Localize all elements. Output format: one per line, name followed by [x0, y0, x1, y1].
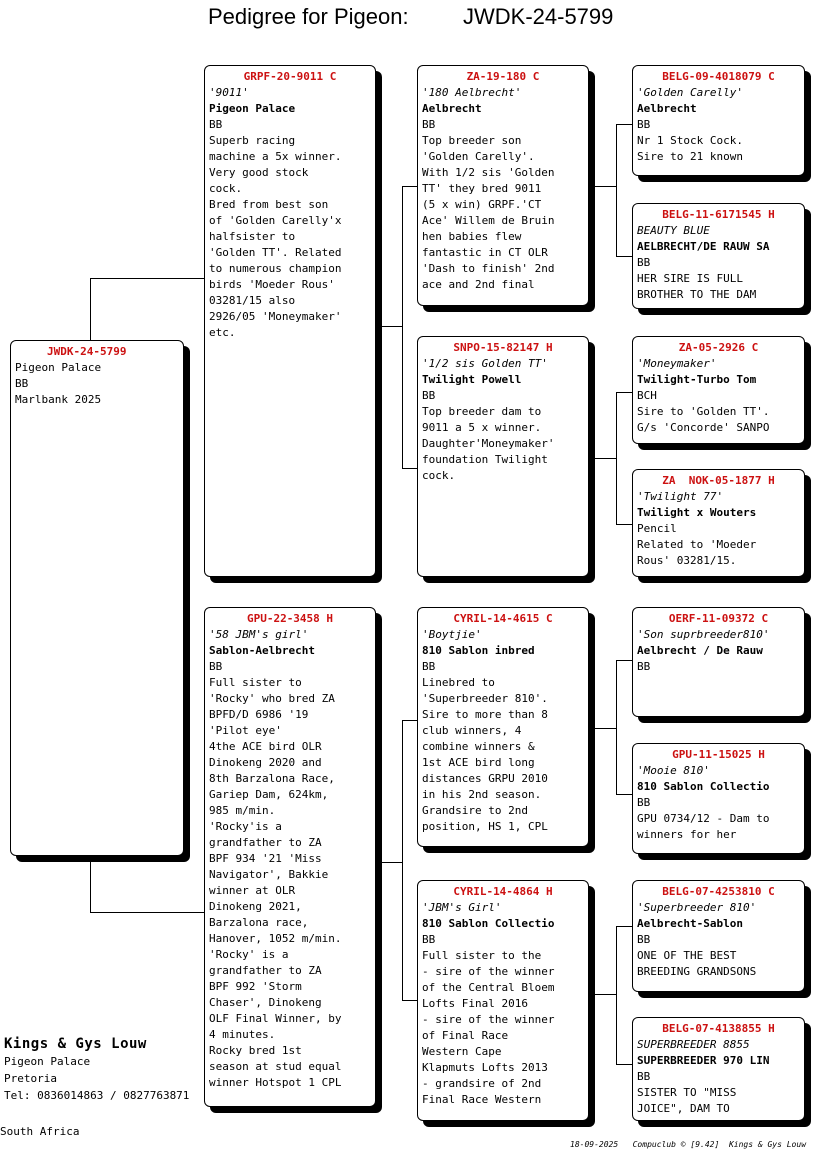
- dd-sire-line: BREEDING GRANDSONS: [637, 965, 757, 978]
- sire-sire-card: [417, 65, 589, 306]
- sd-dam-ring-number: ZA NOK-05-1877 H: [662, 474, 775, 487]
- dam-sire-name: 'Boytjie': [422, 628, 482, 641]
- dam-dam-line: - sire of the winner: [422, 1013, 555, 1026]
- dam-dam-name: 'JBM's Girl': [422, 901, 502, 914]
- dam-dam-line: - sire of the winner: [422, 965, 555, 978]
- sire-line: 'Golden TT'. Related: [209, 246, 342, 259]
- dam-line: Dinokeng 2021,: [209, 900, 302, 913]
- dam-line: Navigator', Bakkie: [209, 868, 329, 881]
- connector: [90, 912, 204, 913]
- sire-sire-ring-number: ZA-19-180 C: [466, 70, 540, 83]
- subject-card: [10, 340, 184, 856]
- dam-dam-line: Full sister to the: [422, 949, 542, 962]
- dd-dam-line: JOICE", DAM TO: [637, 1102, 730, 1115]
- ds-sire-card: [632, 607, 805, 717]
- title-label: Pedigree for Pigeon:: [208, 4, 409, 29]
- dam-sire-line: position, HS 1, CPL: [422, 820, 548, 833]
- connector: [616, 926, 632, 927]
- connector: [382, 326, 402, 327]
- ss-sire-line: Nr 1 Stock Cock.: [637, 134, 743, 147]
- connector: [594, 458, 616, 459]
- sd-dam-owner: Twilight x Wouters: [637, 506, 757, 519]
- sire-sire-line: TT' they bred 9011: [422, 182, 542, 195]
- dam-sire-line: in his 2nd season.: [422, 788, 542, 801]
- sire-sire-line: fantastic in CT OLR: [422, 246, 548, 259]
- breeder-loft: Pigeon Palace: [4, 1055, 91, 1068]
- dam-sire-line: Grandsire to 2nd: [422, 804, 528, 817]
- dam-sire-line: club winners, 4: [422, 724, 522, 737]
- dd-dam-ring-number: BELG-07-4138855 H: [662, 1022, 775, 1035]
- connector: [616, 124, 617, 256]
- ds-sire-line: BB: [637, 660, 651, 673]
- sire-line: BB: [209, 118, 223, 131]
- ds-dam-line: winners for her: [637, 828, 737, 841]
- sire-line: to numerous champion: [209, 262, 342, 275]
- dd-sire-ring-number: BELG-07-4253810 C: [662, 885, 775, 898]
- connector: [616, 124, 632, 125]
- sd-sire-name: 'Moneymaker': [637, 357, 717, 370]
- connector: [402, 720, 403, 1000]
- dam-dam-line: - grandsire of 2nd: [422, 1077, 542, 1090]
- dam-line: OLF Final Winner, by: [209, 1012, 342, 1025]
- dam-line: 4the ACE bird OLR: [209, 740, 322, 753]
- dam-sire-ring-number: CYRIL-14-4615 C: [453, 612, 553, 625]
- sire-sire-line: (5 x win) GRPF.'CT: [422, 198, 542, 211]
- dd-sire-line: BB: [637, 933, 651, 946]
- subject-colour: BB: [15, 377, 29, 390]
- dam-line: 8th Barzalona Race,: [209, 772, 335, 785]
- sire-sire-line: BB: [422, 118, 436, 131]
- sire-dam-line: Daughter'Moneymaker': [422, 437, 555, 450]
- ss-sire-name: 'Golden Carelly': [637, 86, 743, 99]
- connector: [402, 186, 417, 187]
- dam-line: 'Pilot eye': [209, 724, 282, 737]
- ss-dam-card: [632, 203, 805, 309]
- dd-dam-card: [632, 1017, 805, 1121]
- sd-sire-line: G/s 'Concorde' SANPO: [637, 421, 770, 434]
- sire-sire-owner: Aelbrecht: [422, 102, 482, 115]
- sire-dam-name: '1/2 sis Golden TT': [422, 357, 548, 370]
- ss-dam-line: BROTHER TO THE DAM: [637, 288, 757, 301]
- dam-line: winner at OLR: [209, 884, 296, 897]
- connector: [402, 468, 417, 469]
- dam-sire-line: distances GRPU 2010: [422, 772, 548, 785]
- dam-sire-card: [417, 607, 589, 847]
- ds-dam-line: BB: [637, 796, 651, 809]
- subject-ring-number: JWDK-24-5799: [47, 345, 127, 358]
- dd-dam-line: SISTER TO "MISS: [637, 1086, 737, 1099]
- connector: [616, 660, 632, 661]
- sire-line: halfsister to: [209, 230, 296, 243]
- dd-sire-owner: Aelbrecht-Sablon: [637, 917, 743, 930]
- dam-ring-number: GPU-22-3458 H: [246, 612, 334, 625]
- sd-sire-owner: Twilight-Turbo Tom: [637, 373, 757, 386]
- dam-line: 'Rocky' is a: [209, 948, 289, 961]
- dam-sire-line: BB: [422, 660, 436, 673]
- dam-dam-owner: 810 Sablon Collectio: [422, 917, 555, 930]
- dam-line: BB: [209, 660, 223, 673]
- connector: [616, 392, 617, 524]
- dam-line: Gariep Dam, 624km,: [209, 788, 329, 801]
- sire-line: etc.: [209, 326, 236, 339]
- connector: [616, 524, 632, 525]
- ds-dam-card: [632, 743, 805, 854]
- connector: [616, 256, 632, 257]
- connector: [90, 278, 204, 279]
- connector: [616, 1064, 632, 1065]
- dam-dam-line: of Final Race: [422, 1029, 509, 1042]
- sd-dam-card: [632, 469, 805, 577]
- dam-dam-line: BB: [422, 933, 436, 946]
- connector: [594, 728, 616, 729]
- dam-line: Rocky bred 1st: [209, 1044, 302, 1057]
- sire-dam-line: Top breeder dam to: [422, 405, 542, 418]
- dam-sire-line: Linebred to: [422, 676, 495, 689]
- print-credits: 18-09-2025 Compuclub © [9.42] Kings & Gys Louw: [570, 1140, 807, 1149]
- dam-line: BPFD/D 6986 '19: [209, 708, 309, 721]
- ss-sire-owner: Aelbrecht: [637, 102, 697, 115]
- ss-dam-ring-number: BELG-11-6171545 H: [662, 208, 775, 221]
- sire-line: 2926/05 'Moneymaker': [209, 310, 342, 323]
- sire-dam-line: BB: [422, 389, 436, 402]
- sire-ring-number: GRPF-20-9011 C: [243, 70, 337, 83]
- ss-dam-line: BB: [637, 256, 651, 269]
- breeder-name: Kings & Gys Louw: [4, 1036, 147, 1052]
- sire-line: 03281/15 also: [209, 294, 296, 307]
- sire-name: '9011': [209, 86, 249, 99]
- ds-dam-line: GPU 0734/12 - Dam to: [637, 812, 770, 825]
- sd-dam-line: Pencil: [637, 522, 677, 535]
- sire-dam-line: foundation Twilight: [422, 453, 548, 466]
- dam-line: BPF 992 'Storm: [209, 980, 302, 993]
- sire-sire-line: With 1/2 sis 'Golden: [422, 166, 555, 179]
- sire-sire-name: '180 Aelbrecht': [422, 86, 522, 99]
- sd-sire-line: Sire to 'Golden TT'.: [637, 405, 770, 418]
- ds-sire-owner: Aelbrecht / De Rauw: [637, 644, 763, 657]
- dd-dam-owner: SUPERBREEDER 970 LIN: [637, 1054, 770, 1067]
- ss-sire-ring-number: BELG-09-4018079 C: [662, 70, 775, 83]
- dam-card: [204, 607, 376, 1107]
- breeder-country: South Africa: [0, 1125, 80, 1138]
- dd-sire-line: ONE OF THE BEST: [637, 949, 737, 962]
- sd-dam-name: 'Twilight 77': [637, 490, 724, 503]
- ss-sire-line: BB: [637, 118, 651, 131]
- connector: [594, 994, 616, 995]
- connector: [616, 392, 632, 393]
- dam-line: 4 minutes.: [209, 1028, 276, 1041]
- sire-sire-line: 'Dash to finish' 2nd: [422, 262, 555, 275]
- ss-dam-owner: AELBRECHT/DE RAUW SA: [637, 240, 770, 253]
- ss-dam-line: HER SIRE IS FULL: [637, 272, 743, 285]
- sire-line: of 'Golden Carelly'x: [209, 214, 342, 227]
- sd-sire-card: [632, 336, 805, 444]
- ss-sire-card: [632, 65, 805, 176]
- dam-line: season at stud equal: [209, 1060, 342, 1073]
- sire-dam-ring-number: SNPO-15-82147 H: [453, 341, 553, 354]
- breeder-info: [4, 1036, 189, 1104]
- dam-line: Barzalona race,: [209, 916, 309, 929]
- sire-dam-owner: Twilight Powell: [422, 373, 522, 386]
- dam-line: 'Rocky' who bred ZA: [209, 692, 335, 705]
- sire-dam-card: [417, 336, 589, 577]
- connector: [616, 794, 632, 795]
- dd-dam-name: SUPERBREEDER 8855: [637, 1038, 750, 1051]
- dam-line: grandfather to ZA: [209, 964, 322, 977]
- sd-dam-line: Rous' 03281/15.: [637, 554, 737, 567]
- connector: [90, 278, 91, 340]
- dam-line: BPF 934 '21 'Miss: [209, 852, 322, 865]
- sire-line: machine a 5x winner.: [209, 150, 342, 163]
- dam-dam-line: Klapmuts Lofts 2013: [422, 1061, 548, 1074]
- sire-dam-line: cock.: [422, 469, 456, 482]
- dd-sire-card: [632, 880, 805, 992]
- dam-dam-line: of the Central Bloem: [422, 981, 555, 994]
- ss-dam-name: BEAUTY BLUE: [637, 224, 710, 237]
- connector: [402, 186, 403, 468]
- dam-dam-line: Final Race Western: [422, 1093, 542, 1106]
- connector: [594, 186, 616, 187]
- sire-line: birds 'Moeder Rous': [209, 278, 335, 291]
- sire-dam-line: 9011 a 5 x winner.: [422, 421, 542, 434]
- dam-sire-line: Sire to more than 8: [422, 708, 548, 721]
- dam-dam-ring-number: CYRIL-14-4864 H: [453, 885, 553, 898]
- ds-dam-owner: 810 Sablon Collectio: [637, 780, 770, 793]
- dd-dam-line: BB: [637, 1070, 651, 1083]
- dam-dam-card: [417, 880, 589, 1121]
- connector: [402, 1000, 417, 1001]
- dam-sire-line: combine winners &: [422, 740, 535, 753]
- sd-dam-line: Related to 'Moeder: [637, 538, 757, 551]
- connector: [616, 660, 617, 794]
- sire-sire-line: Top breeder son: [422, 134, 522, 147]
- dam-line: grandfather to ZA: [209, 836, 322, 849]
- dd-sire-name: 'Superbreeder 810': [637, 901, 757, 914]
- dam-line: Full sister to: [209, 676, 302, 689]
- dam-line: 'Rocky'is a: [209, 820, 282, 833]
- sire-sire-line: ace and 2nd final: [422, 278, 535, 291]
- breeder-phone: Tel: 0836014863 / 0827763871: [4, 1089, 190, 1102]
- dam-sire-owner: 810 Sablon inbred: [422, 644, 535, 657]
- dam-sire-line: 'Superbreeder 810'.: [422, 692, 548, 705]
- dam-line: winner Hotspot 1 CPL: [209, 1076, 342, 1089]
- dam-owner: Sablon-Aelbrecht: [209, 644, 315, 657]
- sd-sire-line: BCH: [637, 389, 657, 402]
- subject-loft: Pigeon Palace: [15, 361, 102, 374]
- connector: [616, 926, 617, 1064]
- dam-dam-line: Western Cape: [422, 1045, 502, 1058]
- title-ring-number: JWDK-24-5799: [463, 4, 614, 29]
- connector: [402, 720, 417, 721]
- sire-sire-line: 'Golden Carelly'.: [422, 150, 535, 163]
- dam-line: 985 m/min.: [209, 804, 276, 817]
- breeder-city: Pretoria: [4, 1072, 57, 1085]
- connector: [90, 856, 91, 912]
- dam-line: Hanover, 1052 m/min.: [209, 932, 342, 945]
- subject-breeder-note: Marlbank 2025: [15, 393, 102, 406]
- dam-dam-line: Lofts Final 2016: [422, 997, 528, 1010]
- sire-line: Superb racing: [209, 134, 296, 147]
- dam-line: Dinokeng 2020 and: [209, 756, 322, 769]
- sire-sire-line: hen babies flew: [422, 230, 522, 243]
- sire-line: Very good stock: [209, 166, 309, 179]
- ss-sire-line: Sire to 21 known: [637, 150, 743, 163]
- dam-sire-line: 1st ACE bird long: [422, 756, 535, 769]
- sire-line: Bred from best son: [209, 198, 329, 211]
- connector: [382, 862, 402, 863]
- ds-dam-name: 'Mooie 810': [637, 764, 710, 777]
- sire-owner: Pigeon Palace: [209, 102, 296, 115]
- dam-name: '58 JBM's girl': [209, 628, 309, 641]
- ds-dam-ring-number: GPU-11-15025 H: [672, 748, 765, 761]
- ds-sire-ring-number: OERF-11-09372 C: [668, 612, 769, 625]
- sd-sire-ring-number: ZA-05-2926 C: [678, 341, 759, 354]
- sire-sire-line: Ace' Willem de Bruin: [422, 214, 555, 227]
- dam-line: Chaser', Dinokeng: [209, 996, 322, 1009]
- sire-card: [204, 65, 376, 577]
- ds-sire-name: 'Son suprbreeder810': [637, 628, 770, 641]
- sire-line: cock.: [209, 182, 243, 195]
